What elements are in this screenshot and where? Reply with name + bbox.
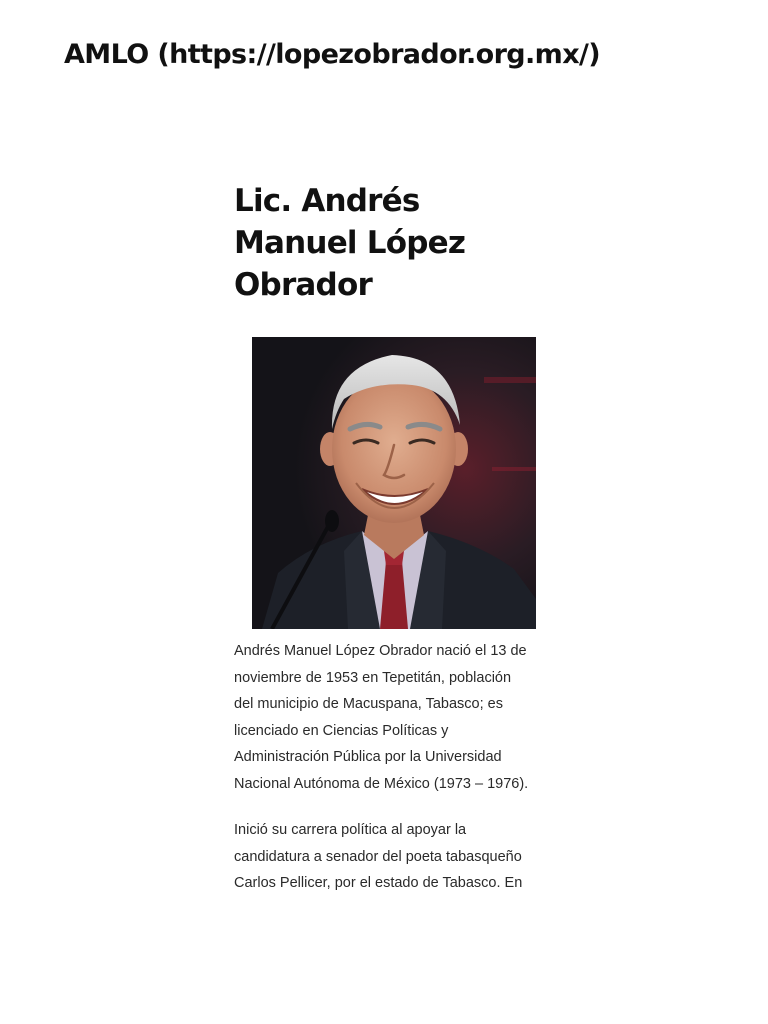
portrait-photo — [252, 337, 536, 629]
site-header — [64, 40, 704, 70]
article-body — [234, 638, 534, 917]
site-title-link[interactable]: AMLO (https://lopezobrador.org.mx/) — [64, 39, 601, 70]
article — [234, 180, 534, 891]
article-paragraph: Inició su carrera política al apoyar la candidatura a senador del poeta tabasqueño Carlos Pellicer, por el estado de Tabasco. En — [234, 822, 523, 891]
page-title: Lic. Andrés Manuel López Obrador — [234, 183, 466, 303]
article-paragraph: Andrés Manuel López Obrador nació el 13 de noviembre de 1953 en Tepetitán, población del municipio de Macuspana, Tabasco; es licenciado en Ciencias Políticas y Administración Pública por la Universidad Nacional Autónoma de México (1973 – 1976). — [234, 643, 529, 792]
